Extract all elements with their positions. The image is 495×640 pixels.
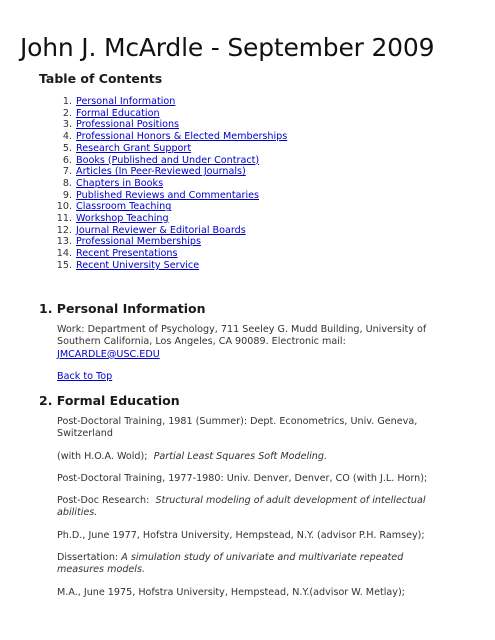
toc-item-number: 13.: [56, 236, 72, 248]
section-heading-formal-education: 2. Formal Education: [39, 393, 180, 408]
education-entry: Ph.D., June 1977, Hofstra University, Hempstead, N.Y. (advisor P.H. Ramsey);: [57, 530, 425, 541]
table-of-contents: [40, 96, 287, 272]
education-entry: M.A., June 1975, Hofstra University, Hempstead, N.Y.(advisor W. Metlay);: [57, 587, 405, 598]
toc-link-recent-presentations[interactable]: Recent Presentations: [76, 248, 178, 260]
toc-item: [40, 248, 287, 260]
toc-item-number: 3.: [62, 119, 72, 131]
toc-link-journal-reviewer[interactable]: Journal Reviewer & Editorial Boards: [76, 224, 246, 236]
toc-item: [40, 178, 287, 190]
education-entry-topic: A simulation study of univariate and multivariate repeated measures models.: [57, 552, 404, 576]
toc-heading: Table of Contents: [39, 71, 163, 86]
education-entry: Post-Doctoral Training, 1977-1980: Univ. Denver, Denver, CO (with J.L. Horn);: [57, 473, 428, 484]
education-entry-topic: Structural modeling of adult development of intellectual abilities.: [57, 495, 426, 519]
work-address-text: Work: Department of Psychology, 711 Seeley G. Mudd Building, University of Southern California, Los Angeles, CA 90089. Electronic mail:: [57, 324, 427, 348]
toc-link-chapters-in-books[interactable]: Chapters in Books: [76, 177, 164, 189]
toc-item-number: 10.: [56, 201, 72, 213]
toc-item-number: 1.: [62, 96, 72, 107]
education-entry-text: (with H.O.A. Wold);: [57, 451, 148, 462]
email-link[interactable]: JMCARDLE@USC.EDU: [57, 348, 160, 360]
toc-link-research-grant-support[interactable]: Research Grant Support: [76, 142, 192, 154]
toc-item-number: 6.: [62, 154, 72, 166]
toc-item: [40, 131, 287, 143]
toc-item-number: 5.: [62, 142, 72, 154]
toc-item-number: 8.: [62, 177, 72, 189]
toc-item: [40, 260, 287, 272]
toc-item: [40, 96, 287, 108]
toc-item: [40, 236, 287, 248]
toc-item-number: 4.: [62, 131, 72, 143]
toc-item: [40, 143, 287, 155]
toc-item-number: 12.: [56, 224, 72, 236]
toc-link-recent-university-service[interactable]: Recent University Service: [76, 259, 200, 271]
toc-link-professional-positions[interactable]: Professional Positions: [76, 119, 180, 131]
toc-item-number: 7.: [62, 166, 72, 178]
toc-link-published-reviews[interactable]: Published Reviews and Commentaries: [76, 189, 260, 201]
education-entry-text: Dissertation:: [57, 552, 119, 563]
toc-item: [40, 190, 287, 202]
toc-link-books[interactable]: Books (Published and Under Contract): [76, 154, 260, 166]
toc-item-number: 15.: [56, 259, 72, 271]
toc-item: [40, 108, 287, 120]
toc-link-workshop-teaching[interactable]: Workshop Teaching: [76, 213, 169, 225]
toc-item: [40, 166, 287, 178]
education-entry: [57, 451, 437, 463]
toc-link-professional-memberships[interactable]: Professional Memberships: [76, 236, 201, 248]
toc-item-number: 2.: [62, 107, 72, 119]
section-heading-personal-information: 1. Personal Information: [39, 301, 206, 316]
toc-link-personal-information[interactable]: Personal Information: [76, 96, 176, 107]
toc-link-formal-education[interactable]: Formal Education: [76, 107, 160, 119]
toc-link-classroom-teaching[interactable]: Classroom Teaching: [76, 201, 172, 213]
toc-item: [40, 119, 287, 131]
toc-item-number: 11.: [56, 213, 72, 225]
toc-item: [40, 225, 287, 237]
toc-item: [40, 201, 287, 213]
toc-link-professional-honors[interactable]: Professional Honors & Elected Memberships: [76, 131, 288, 143]
toc-item: [40, 155, 287, 167]
education-entry: [57, 552, 437, 577]
education-entry: [57, 495, 437, 520]
education-entry: Post-Doctoral Training, 1981 (Summer): Dept. Econometrics, Univ. Geneva, Switzerland: [57, 416, 418, 440]
education-entry-topic: Partial Least Squares Soft Modeling.: [153, 451, 328, 462]
back-to-top-link[interactable]: Back to Top: [57, 371, 113, 382]
toc-item-number: 9.: [62, 189, 72, 201]
toc-item-number: 14.: [56, 248, 72, 260]
toc-item: [40, 213, 287, 225]
page-title: John J. McArdle - September 2009: [20, 33, 435, 62]
personal-info-paragraph: [57, 324, 437, 361]
education-entry-text: Post-Doc Research:: [57, 495, 150, 506]
toc-link-articles[interactable]: Articles (In Peer-Reviewed Journals): [76, 166, 246, 178]
